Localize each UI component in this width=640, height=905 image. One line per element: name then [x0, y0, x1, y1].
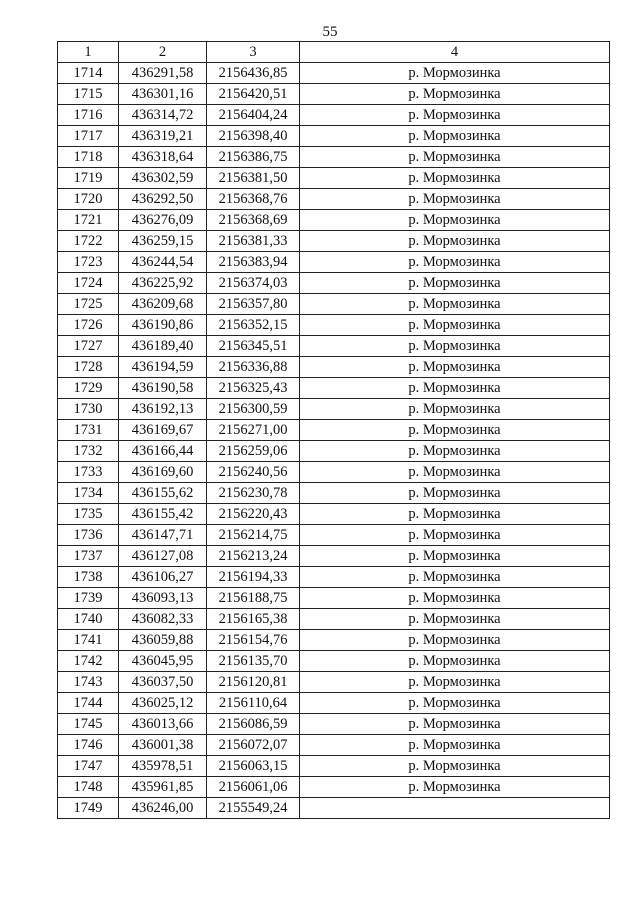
table-row [58, 441, 610, 462]
y-coordinate-cell: 2156381,50 [207, 168, 300, 189]
x-coordinate-cell: 436301,16 [119, 84, 207, 105]
point-number-cell: 1738 [58, 567, 119, 588]
table-row [58, 609, 610, 630]
y-coordinate-cell: 2156374,03 [207, 273, 300, 294]
y-coordinate-cell: 2156271,00 [207, 420, 300, 441]
table-row [58, 189, 610, 210]
y-coordinate-cell: 2156061,06 [207, 777, 300, 798]
description-cell: р. Мормозинка [300, 399, 610, 420]
y-coordinate-cell: 2156259,06 [207, 441, 300, 462]
description-cell: р. Мормозинка [300, 126, 610, 147]
table-row [58, 378, 610, 399]
y-coordinate-cell: 2156135,70 [207, 651, 300, 672]
description-cell: р. Мормозинка [300, 336, 610, 357]
description-cell: р. Мормозинка [300, 462, 610, 483]
y-coordinate-cell: 2156165,38 [207, 609, 300, 630]
table-row [58, 504, 610, 525]
y-coordinate-cell: 2155549,24 [207, 798, 300, 819]
table-row [58, 84, 610, 105]
point-number-cell: 1715 [58, 84, 119, 105]
x-coordinate-cell: 436147,71 [119, 525, 207, 546]
description-cell: р. Мормозинка [300, 378, 610, 399]
table-row [58, 63, 610, 84]
y-coordinate-cell: 2156086,59 [207, 714, 300, 735]
table-row [58, 567, 610, 588]
table-body [58, 42, 610, 819]
x-coordinate-cell: 436166,44 [119, 441, 207, 462]
point-number-cell: 1731 [58, 420, 119, 441]
y-coordinate-cell: 2156240,56 [207, 462, 300, 483]
point-number-cell: 1741 [58, 630, 119, 651]
x-coordinate-cell: 436209,68 [119, 294, 207, 315]
x-coordinate-cell: 436190,86 [119, 315, 207, 336]
table-row [58, 294, 610, 315]
y-coordinate-cell: 2156336,88 [207, 357, 300, 378]
table-row [58, 105, 610, 126]
description-cell: р. Мормозинка [300, 756, 610, 777]
y-coordinate-cell: 2156386,75 [207, 147, 300, 168]
description-cell: р. Мормозинка [300, 630, 610, 651]
x-coordinate-cell: 436001,38 [119, 735, 207, 756]
x-coordinate-cell: 436025,12 [119, 693, 207, 714]
point-number-cell: 1734 [58, 483, 119, 504]
point-number-cell: 1727 [58, 336, 119, 357]
table-row [58, 420, 610, 441]
description-cell: р. Мормозинка [300, 735, 610, 756]
table-row [58, 546, 610, 567]
y-coordinate-cell: 2156300,59 [207, 399, 300, 420]
description-cell: р. Мормозинка [300, 273, 610, 294]
table-row [58, 714, 610, 735]
x-coordinate-cell: 436082,33 [119, 609, 207, 630]
x-coordinate-cell: 436155,42 [119, 504, 207, 525]
table-row [58, 126, 610, 147]
y-coordinate-cell: 2156381,33 [207, 231, 300, 252]
description-cell: р. Мормозинка [300, 63, 610, 84]
description-cell: р. Мормозинка [300, 357, 610, 378]
y-coordinate-cell: 2156230,78 [207, 483, 300, 504]
x-coordinate-cell: 436106,27 [119, 567, 207, 588]
x-coordinate-cell: 436244,54 [119, 252, 207, 273]
point-number-cell: 1742 [58, 651, 119, 672]
y-coordinate-cell: 2156352,15 [207, 315, 300, 336]
x-coordinate-cell: 436127,08 [119, 546, 207, 567]
y-coordinate-cell: 2156188,75 [207, 588, 300, 609]
y-coordinate-cell: 2156345,51 [207, 336, 300, 357]
y-coordinate-cell: 2156213,24 [207, 546, 300, 567]
x-coordinate-cell: 436169,67 [119, 420, 207, 441]
table-row [58, 483, 610, 504]
point-number-cell: 1748 [58, 777, 119, 798]
point-number-cell: 1720 [58, 189, 119, 210]
point-number-cell: 1721 [58, 210, 119, 231]
y-coordinate-cell: 2156357,80 [207, 294, 300, 315]
description-cell: р. Мормозинка [300, 420, 610, 441]
x-coordinate-cell: 436192,13 [119, 399, 207, 420]
point-number-cell: 1728 [58, 357, 119, 378]
table-row [58, 210, 610, 231]
point-number-cell: 1745 [58, 714, 119, 735]
description-cell: р. Мормозинка [300, 231, 610, 252]
header-cell-x: 2 [119, 42, 207, 63]
description-cell: р. Мормозинка [300, 567, 610, 588]
description-cell: р. Мормозинка [300, 105, 610, 126]
x-coordinate-cell: 436318,64 [119, 147, 207, 168]
y-coordinate-cell: 2156398,40 [207, 126, 300, 147]
x-coordinate-cell: 436291,58 [119, 63, 207, 84]
table-row [58, 252, 610, 273]
description-cell: р. Мормозинка [300, 168, 610, 189]
x-coordinate-cell: 436194,59 [119, 357, 207, 378]
point-number-cell: 1744 [58, 693, 119, 714]
point-number-cell: 1724 [58, 273, 119, 294]
point-number-cell: 1736 [58, 525, 119, 546]
point-number-cell: 1726 [58, 315, 119, 336]
y-coordinate-cell: 2156120,81 [207, 672, 300, 693]
table-row [58, 735, 610, 756]
y-coordinate-cell: 2156404,24 [207, 105, 300, 126]
x-coordinate-cell: 436013,66 [119, 714, 207, 735]
point-number-cell: 1718 [58, 147, 119, 168]
y-coordinate-cell: 2156325,43 [207, 378, 300, 399]
point-number-cell: 1719 [58, 168, 119, 189]
table-row [58, 336, 610, 357]
table-row [58, 798, 610, 819]
point-number-cell: 1729 [58, 378, 119, 399]
description-cell: р. Мормозинка [300, 252, 610, 273]
header-cell-point: 1 [58, 42, 119, 63]
description-cell: р. Мормозинка [300, 483, 610, 504]
table-row [58, 630, 610, 651]
x-coordinate-cell: 436155,62 [119, 483, 207, 504]
x-coordinate-cell: 436059,88 [119, 630, 207, 651]
description-cell: р. Мормозинка [300, 525, 610, 546]
description-cell: р. Мормозинка [300, 84, 610, 105]
y-coordinate-cell: 2156063,15 [207, 756, 300, 777]
x-coordinate-cell: 436190,58 [119, 378, 207, 399]
table-row [58, 672, 610, 693]
point-number-cell: 1739 [58, 588, 119, 609]
point-number-cell: 1749 [58, 798, 119, 819]
table-row [58, 588, 610, 609]
description-cell [300, 798, 610, 819]
x-coordinate-cell: 436302,59 [119, 168, 207, 189]
point-number-cell: 1733 [58, 462, 119, 483]
point-number-cell: 1722 [58, 231, 119, 252]
table-row [58, 357, 610, 378]
y-coordinate-cell: 2156220,43 [207, 504, 300, 525]
description-cell: р. Мормозинка [300, 777, 610, 798]
y-coordinate-cell: 2156214,75 [207, 525, 300, 546]
description-cell: р. Мормозинка [300, 294, 610, 315]
description-cell: р. Мормозинка [300, 651, 610, 672]
description-cell: р. Мормозинка [300, 609, 610, 630]
x-coordinate-cell: 436225,92 [119, 273, 207, 294]
description-cell: р. Мормозинка [300, 210, 610, 231]
x-coordinate-cell: 436169,60 [119, 462, 207, 483]
y-coordinate-cell: 2156383,94 [207, 252, 300, 273]
point-number-cell: 1747 [58, 756, 119, 777]
point-number-cell: 1740 [58, 609, 119, 630]
point-number-cell: 1723 [58, 252, 119, 273]
point-number-cell: 1746 [58, 735, 119, 756]
table-row [58, 756, 610, 777]
point-number-cell: 1717 [58, 126, 119, 147]
point-number-cell: 1732 [58, 441, 119, 462]
x-coordinate-cell: 436314,72 [119, 105, 207, 126]
table-row [58, 315, 610, 336]
table-row [58, 273, 610, 294]
table-row [58, 777, 610, 798]
description-cell: р. Мормозинка [300, 693, 610, 714]
x-coordinate-cell: 436276,09 [119, 210, 207, 231]
description-cell: р. Мормозинка [300, 315, 610, 336]
table-row [58, 147, 610, 168]
description-cell: р. Мормозинка [300, 588, 610, 609]
table-header-row [58, 42, 610, 63]
x-coordinate-cell: 436045,95 [119, 651, 207, 672]
table-row [58, 399, 610, 420]
y-coordinate-cell: 2156072,07 [207, 735, 300, 756]
description-cell: р. Мормозинка [300, 441, 610, 462]
table-row [58, 231, 610, 252]
point-number-cell: 1714 [58, 63, 119, 84]
y-coordinate-cell: 2156368,69 [207, 210, 300, 231]
description-cell: р. Мормозинка [300, 147, 610, 168]
table-row [58, 651, 610, 672]
x-coordinate-cell: 436246,00 [119, 798, 207, 819]
y-coordinate-cell: 2156110,64 [207, 693, 300, 714]
x-coordinate-cell: 436259,15 [119, 231, 207, 252]
y-coordinate-cell: 2156420,51 [207, 84, 300, 105]
point-number-cell: 1716 [58, 105, 119, 126]
table-row [58, 693, 610, 714]
y-coordinate-cell: 2156436,85 [207, 63, 300, 84]
point-number-cell: 1725 [58, 294, 119, 315]
description-cell: р. Мормозинка [300, 546, 610, 567]
point-number-cell: 1737 [58, 546, 119, 567]
description-cell: р. Мормозинка [300, 504, 610, 525]
y-coordinate-cell: 2156154,76 [207, 630, 300, 651]
coordinates-table [57, 41, 610, 819]
header-cell-description: 4 [300, 42, 610, 63]
table-row [58, 525, 610, 546]
y-coordinate-cell: 2156368,76 [207, 189, 300, 210]
x-coordinate-cell: 435961,85 [119, 777, 207, 798]
page-number: 55 [322, 24, 338, 40]
x-coordinate-cell: 436037,50 [119, 672, 207, 693]
table-row [58, 462, 610, 483]
description-cell: р. Мормозинка [300, 189, 610, 210]
x-coordinate-cell: 435978,51 [119, 756, 207, 777]
description-cell: р. Мормозинка [300, 714, 610, 735]
x-coordinate-cell: 436319,21 [119, 126, 207, 147]
point-number-cell: 1735 [58, 504, 119, 525]
point-number-cell: 1743 [58, 672, 119, 693]
header-cell-y: 3 [207, 42, 300, 63]
y-coordinate-cell: 2156194,33 [207, 567, 300, 588]
x-coordinate-cell: 436093,13 [119, 588, 207, 609]
point-number-cell: 1730 [58, 399, 119, 420]
x-coordinate-cell: 436189,40 [119, 336, 207, 357]
table-row [58, 168, 610, 189]
description-cell: р. Мормозинка [300, 672, 610, 693]
x-coordinate-cell: 436292,50 [119, 189, 207, 210]
